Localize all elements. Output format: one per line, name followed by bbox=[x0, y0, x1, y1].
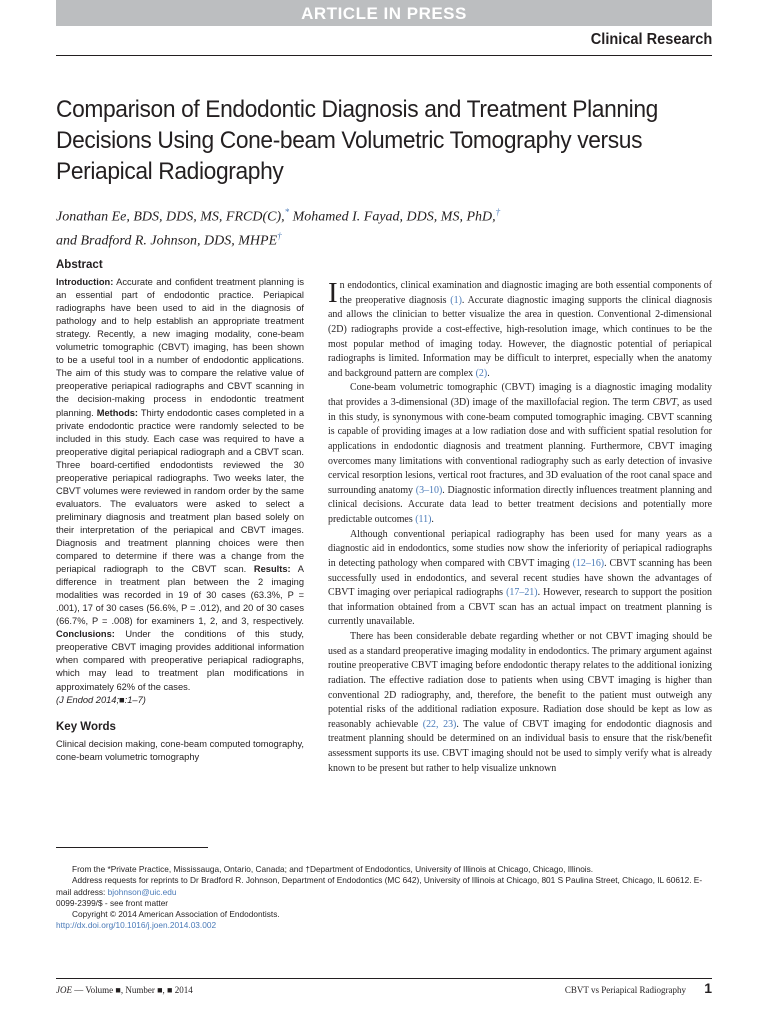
author-2: Mohamed I. Fayad, DDS, MS, PhD, bbox=[292, 209, 496, 225]
author-1: Jonathan Ee, BDS, DDS, MS, FRCD(C), bbox=[56, 209, 285, 225]
text-run: . However, research to support the position that information obtained from a CBVT scan has an actual impact on treatment planning is currently unavailable. bbox=[328, 587, 712, 628]
reprint-address bbox=[56, 875, 712, 898]
address-text: Address requests for reprints to Dr Bradford R. Johnson, Department of Endodontics (MC 642), University of Illinois at Chicago, 801 S Paulina Street, Chicago, IL 60612. E-mail address: bbox=[56, 875, 703, 897]
author-list bbox=[56, 203, 716, 250]
text-run: , as used in this study, is synonymous with cone-beam computed tomographic imaging. CBVT scanning is capable of providing images at a low radiation dose and with sufficient spatial resolution for applications in endodontic diagnosis and treatment planning. Furthermore, CBVT imaging overcomes many limitations with conventional radiography such as early detection of invasive cervical resorption lesions, vertical root fractures, and 3D evaluation of the root canal space and surrounding anatomy bbox=[328, 397, 712, 496]
reference-link[interactable]: (17–21) bbox=[506, 587, 538, 599]
abstract-heading: Abstract bbox=[56, 259, 103, 271]
results-text: A difference in treatment plan between the 2 imaging modalities was recorded in 19 of 30 cases (63.3%, P = .001), 17 of 30 cases (56.6%, P = .012), and 20 of 30 cases (66.7%, P = .008) for examiners 1, 2, and 3, respectively. bbox=[56, 564, 304, 627]
affiliation-mark[interactable]: † bbox=[495, 207, 501, 217]
affiliations: From the *Private Practice, Mississauga, Ontario, Canada; and †Department of Endodontics, University of Illinois at Chicago, Chicago, Illinois. bbox=[72, 864, 594, 874]
label-methods: Methods: bbox=[96, 407, 139, 418]
label-results: Results: bbox=[253, 564, 291, 575]
reference-link[interactable]: (11) bbox=[415, 514, 432, 525]
text-run: Cone-beam volumetric tomographic (CBVT) imaging is a diagnostic imaging modality that provides a 3-dimensional (3D) image of the maxillofacial region. The term bbox=[328, 382, 712, 408]
text-run: . The value of CBVT imaging for endodontic diagnosis and treatment planning should be determined on an individual basis to ensure that the risk/benefit assessment supports its use. CBVT imaging should not be used to simply verify what is already known to be present but rather to help visualize unknown bbox=[328, 718, 713, 774]
footnote-rule bbox=[56, 847, 208, 848]
keywords-text: Clinical decision making, cone-beam computed tomography, cone-beam volumetric tomography bbox=[56, 738, 304, 762]
header-rule bbox=[56, 55, 712, 56]
text-run: . Diagnostic information directly influences treatment planning and clinical decisions. Accurate data lead to better treatment decisions and potentially more predictable outcomes bbox=[328, 484, 712, 525]
body-column bbox=[328, 279, 712, 776]
conclusions-text: Under the conditions of this study, preoperative CBVT imaging provides additional information when compared with preoperative periapical radiographs, which may lead to treatment plan modifications in approximately 62% of the cases. bbox=[56, 629, 304, 692]
methods-text: Thirty endodontic cases completed in a private endodontic practice were randomly selected to be included in this study. Each case was required to have a preoperative digital periapical radiograph and a CBVT scan. Three board-certified endodontists reviewed the 30 preoperative periapical radiographs. Two weeks later, the CBVT volumes were reviewed in random order by the same evaluators. The evaluators were asked to select a preliminary diagnosis and treatment plan based solely on their interpretation of the periapical and CBVT images. Diagnosis and treatment planning choices were then compared to determine if there was a change from the periapical radiograph to the CBVT scan. bbox=[56, 407, 304, 575]
term: CBVT bbox=[652, 397, 677, 408]
email-link[interactable]: bjohnson@uic.edu bbox=[107, 886, 177, 897]
volume-info: — Volume ■, Number ■, ■ 2014 bbox=[72, 985, 193, 995]
label-conclusions: Conclusions: bbox=[56, 629, 115, 640]
text-run: Although conventional periapical radiography has been used for many years as a diagnostic aid in endodontics, some studies now show the inferiority of periapical radiographs in detecting pathology when compared with CBVT imaging bbox=[328, 528, 712, 569]
citation: (J Endod 2014;■:1–7) bbox=[56, 694, 146, 705]
abstract-column bbox=[56, 259, 304, 764]
intro-text: Accurate and confident treatment planning is an essential part of endodontic practice. Periapical radiographs have been used to aid in the diagnosis of pathology and to help establish an appropriate treatment strategy. Recently, a new imaging modality, cone-beam volumetric tomographic (CBVT) imaging, has been shown to be a useful tool in a number of endodontic applications. The aim of this study was to compare the relative value of preoperative periapical radiographs and CBVT scanning in the decision-making process in endodontic treatment planning. bbox=[56, 277, 304, 418]
keywords-heading: Key Words bbox=[56, 720, 116, 733]
journal-info bbox=[56, 985, 193, 995]
reference-link[interactable]: (1) bbox=[450, 294, 462, 306]
page-number: 1 bbox=[704, 980, 712, 996]
text-run: n endodontics, clinical examination and diagnostic imaging are both essential components of the preoperative diagnosis bbox=[339, 280, 712, 306]
section-label: Clinical Research bbox=[590, 31, 712, 48]
doi-link[interactable]: http://dx.doi.org/10.1016/j.joen.2014.03.002 bbox=[56, 920, 217, 931]
running-title: CBVT vs Periapical Radiography bbox=[564, 985, 686, 995]
text-run: . Accurate diagnostic imaging supports the clinical diagnosis and allows the clinician to better visualize the area in question. Conventional 2-dimensional (2D) radiographs provide a cost-effective, high-resolution image, which continues to be the most popular method of imaging today. However, the diagnostic potential of periapical radiographs is limited. Information may be difficult to interpret, especially when the anatomy and background pattern are complex bbox=[328, 294, 713, 379]
text-run: . bbox=[487, 367, 490, 379]
body-paragraph bbox=[328, 528, 712, 630]
label-introduction: Introduction: bbox=[56, 277, 114, 288]
body-paragraph bbox=[328, 279, 712, 381]
reference-link[interactable]: (3–10) bbox=[415, 484, 443, 496]
article-in-press-banner: ARTICLE IN PRESS bbox=[56, 0, 712, 26]
affiliation-mark[interactable]: † bbox=[277, 230, 282, 241]
reference-link[interactable]: (2) bbox=[475, 367, 488, 379]
body-paragraph bbox=[328, 381, 712, 527]
text-run: . bbox=[431, 514, 434, 525]
text-run: . CBVT scanning has been successfully used in endodontics, and several recent studies have shown the advantages of CBVT imaging over periapical radiographs bbox=[328, 557, 712, 599]
drop-cap: I bbox=[328, 277, 338, 309]
copyright: Copyright © 2014 American Association of Endodontists. bbox=[72, 909, 280, 920]
reference-link[interactable]: (22, 23) bbox=[422, 718, 457, 730]
body-paragraph bbox=[328, 630, 712, 776]
footnote bbox=[56, 864, 712, 932]
affiliation-mark[interactable]: * bbox=[284, 207, 290, 217]
footer-rule bbox=[56, 978, 712, 979]
author-3: and Bradford R. Johnson, DDS, MHPE bbox=[56, 233, 278, 249]
text-run: There has been considerable debate regarding whether or not CBVT imaging should be used as a standard preoperative imaging modality in endodontics. The primary argument against routine preoperative CBVT imaging before endodontic therapy relates to the additional ionizing radiation. The effective radiation dose to patients when using CBVT imaging is higher than conventional 2D radiography, and, therefore, the benefit to the patient must outweigh any potential risks of the additional radiation exposure. Radiation dose should be kept as low as reasonably achievable bbox=[328, 631, 712, 730]
article-title: Comparison of Endodontic Diagnosis and Treatment Planning Decisions Using Cone-beam Volumetric Tomography versus Periapical Radiography bbox=[56, 96, 658, 185]
reference-link[interactable]: (12–16) bbox=[572, 557, 605, 569]
abstract-text bbox=[56, 276, 304, 707]
journal-abbr: JOE bbox=[56, 985, 72, 995]
issn: 0099-2399/$ - see front matter bbox=[56, 897, 169, 908]
